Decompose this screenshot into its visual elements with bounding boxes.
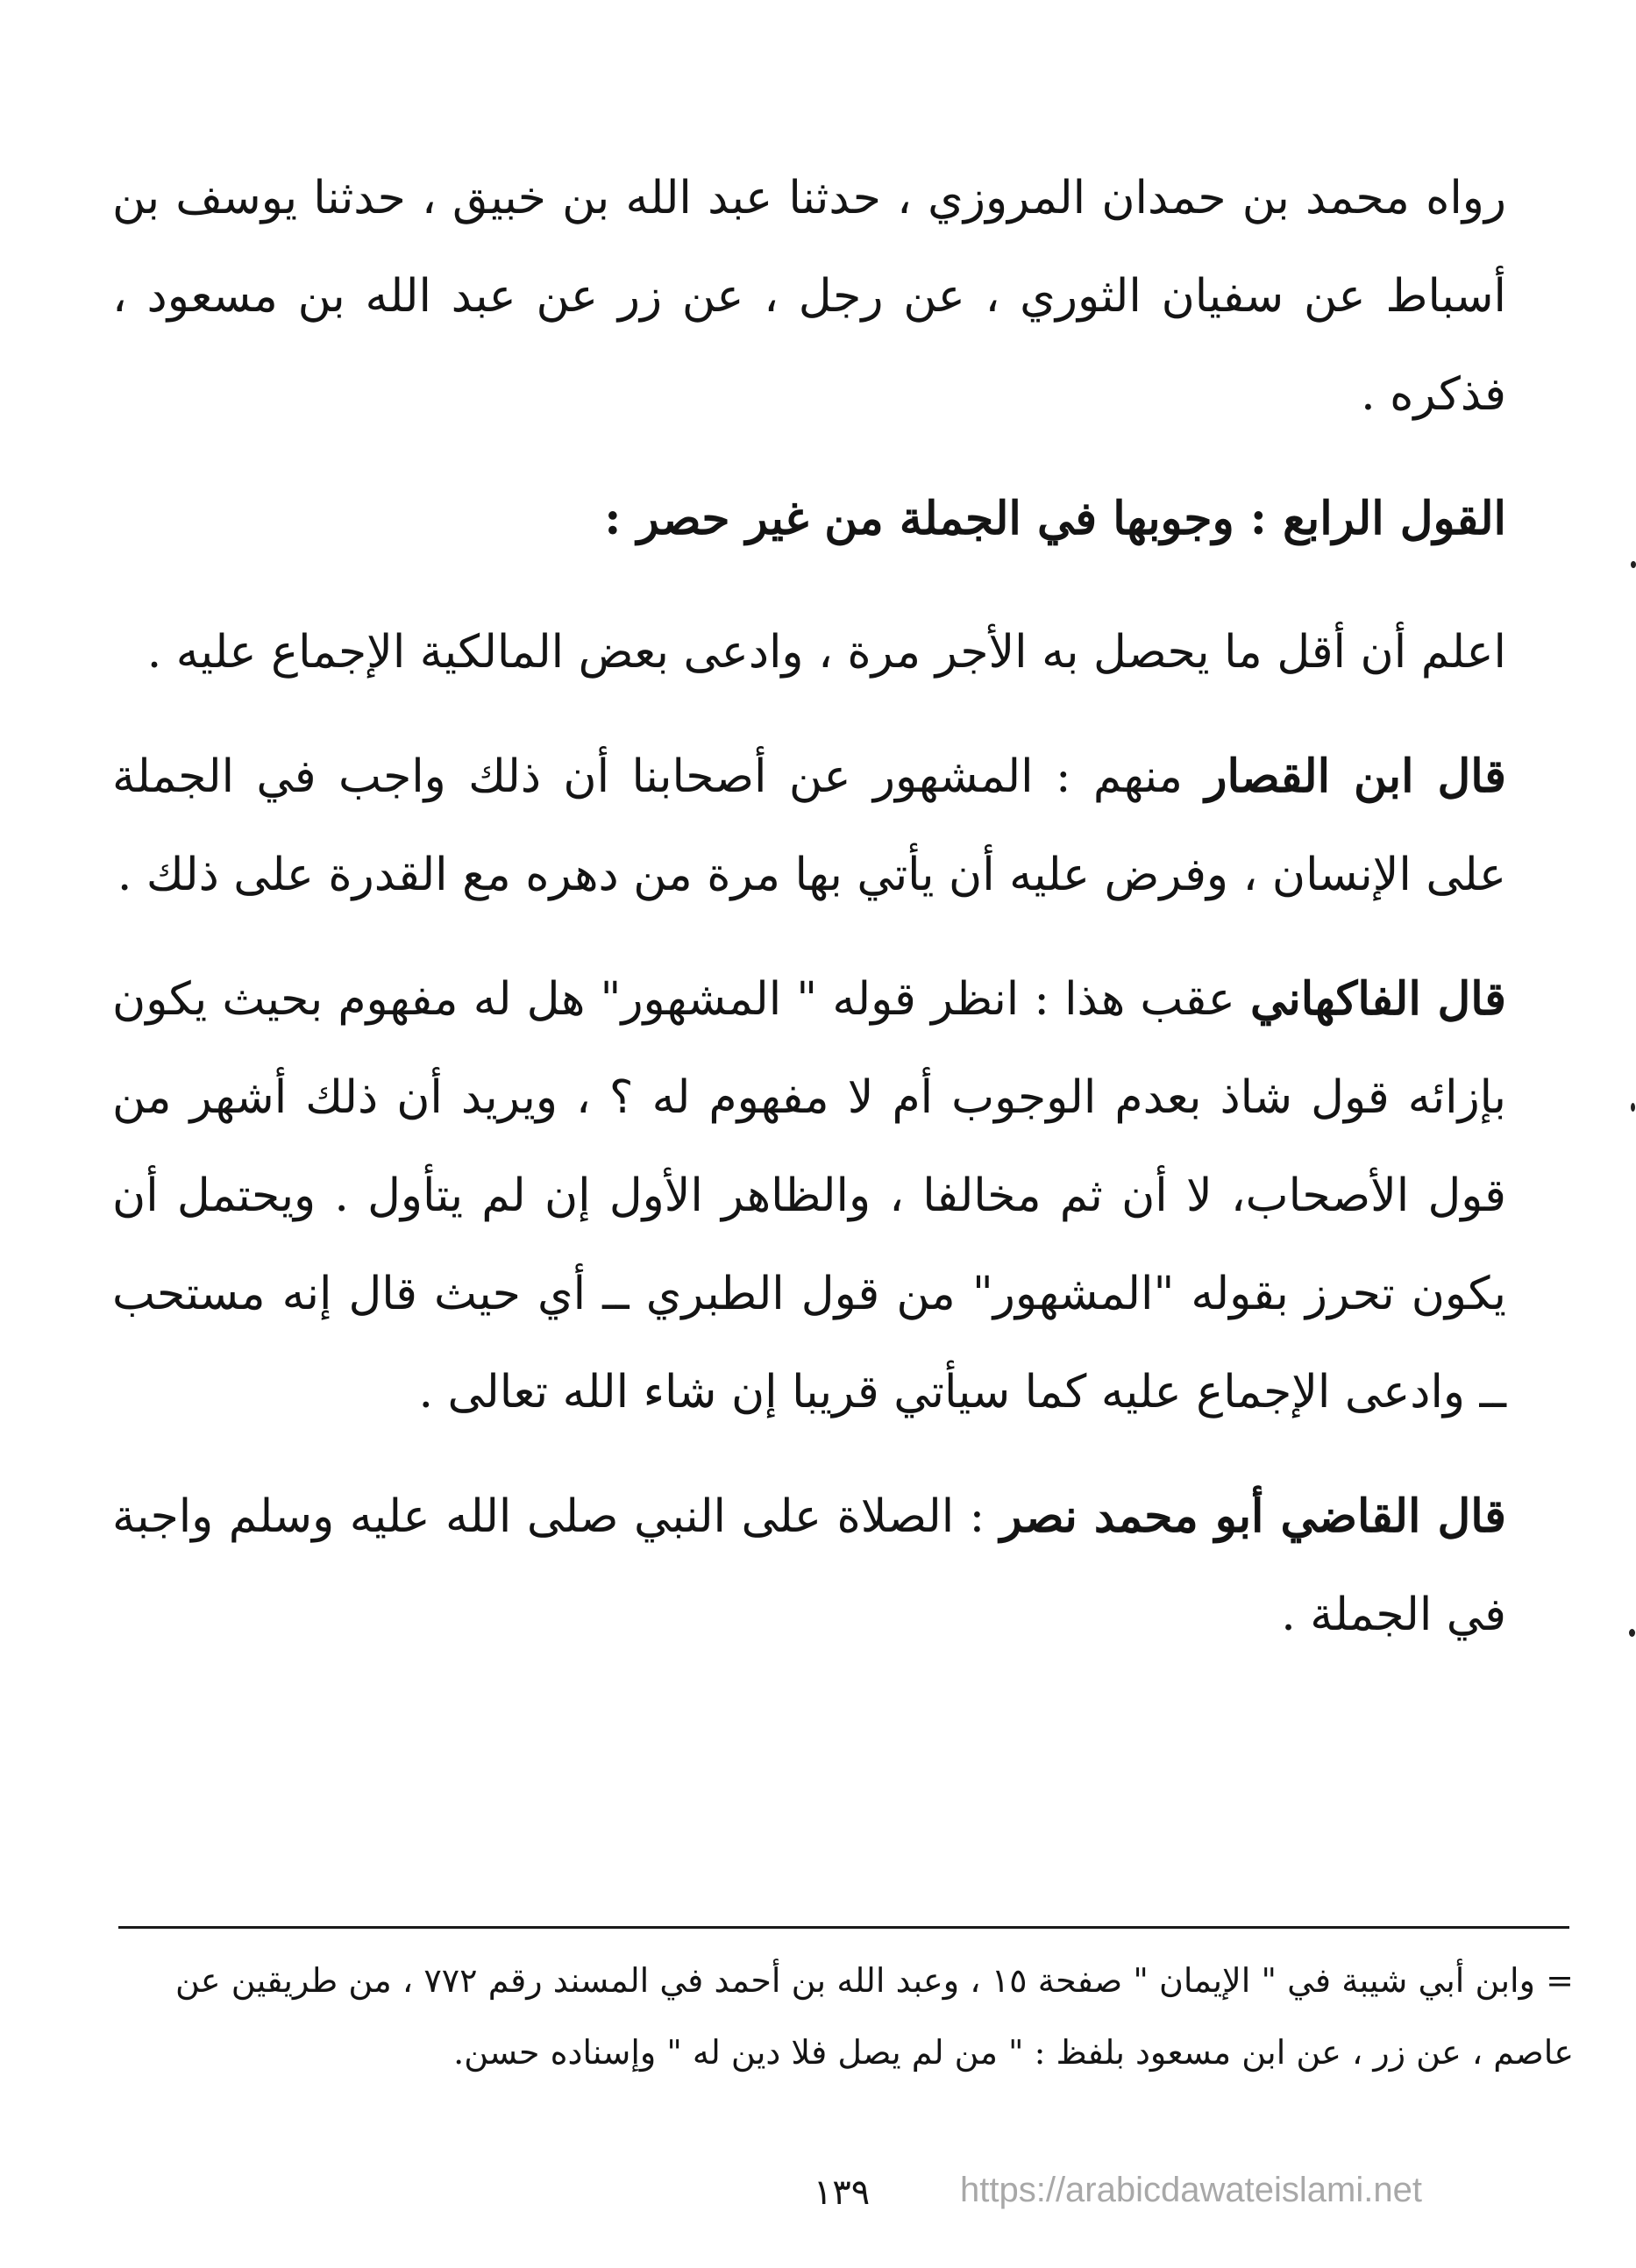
paragraph-ibn-al-qassar [112, 728, 1506, 924]
main-text [112, 149, 1506, 1690]
paragraph-text: منهم : المشهور عن أصحابنا أن ذلك واجب في الجملة على الإنسان ، وفرض عليه أن يأتي بها مرة من دهره مع القدرة على ذلك . [112, 750, 1506, 901]
paragraph-lead: قال الفاكهاني [1249, 972, 1506, 1026]
scan-speck [1629, 1629, 1635, 1637]
heading-text: القول الرابع : وجوبها في الجملة من غير حصر : [604, 492, 1506, 545]
paragraph-text: رواه محمد بن حمدان المروزي ، حدثنا عبد الله بن خبيق ، حدثنا يوسف بن أسباط عن سفيان الثوري ، عن رجل ، عن زر عن عبد الله بن مسعود ، فذكره . [112, 172, 1506, 421]
scan-speck [1631, 561, 1636, 568]
paragraph-isnad [112, 149, 1506, 444]
section-heading [112, 470, 1506, 568]
paragraph-text: اعلم أن أقل ما يحصل به الأجر مرة ، وادعى بعض المالكية الإجماع عليه . [146, 626, 1506, 679]
footnote: = وابن أبي شيبة في " الإيمان " صفحة ١٥ ، وعبد الله بن أحمد في المسند رقم ٧٧٢ ، من طريقين عن عاصم ، عن زر ، عن ابن مسعود بلفظ : " من لم يصل فلا دين له " وإسناده حسن. [175, 1961, 1574, 2072]
paragraph-minimum [112, 603, 1506, 701]
watermark-url: https://arabicdawateislami.net [960, 2171, 1422, 2209]
page-number: ١٣٩ [813, 2172, 871, 2213]
paragraph-text: : الصلاة على النبي صلى الله عليه وسلم واجبة في الجملة . [112, 1490, 1506, 1641]
paragraph-lead: قال القاضي أبو محمد نصر [999, 1489, 1506, 1543]
footnote-divider [118, 1926, 1569, 1929]
paragraph-al-fakihani [112, 950, 1506, 1441]
paragraph-qadi-abu-muhammad [112, 1468, 1506, 1664]
paragraph-text: عقب هذا : انظر قوله " المشهور" هل له مفهوم بحيث يكون بإزائه قول شاذ بعدم الوجوب أم لا مفهوم له ؟ ، ويريد أن ذلك أشهر من قول الأصحاب، لا أن ثم مخالفا ، والظاهر الأول إن لم يتأول . ويحتمل أن يكون تحرز بقوله "المشهور" من قول الطبري ــ أي حيث قال إنه مستحب ــ وادعى الإجماع عليه كما سيأتي قريبا إن شاء الله تعالى . [112, 973, 1506, 1418]
scan-speck [1631, 1103, 1635, 1112]
paragraph-lead: قال ابن القصار [1205, 750, 1507, 803]
